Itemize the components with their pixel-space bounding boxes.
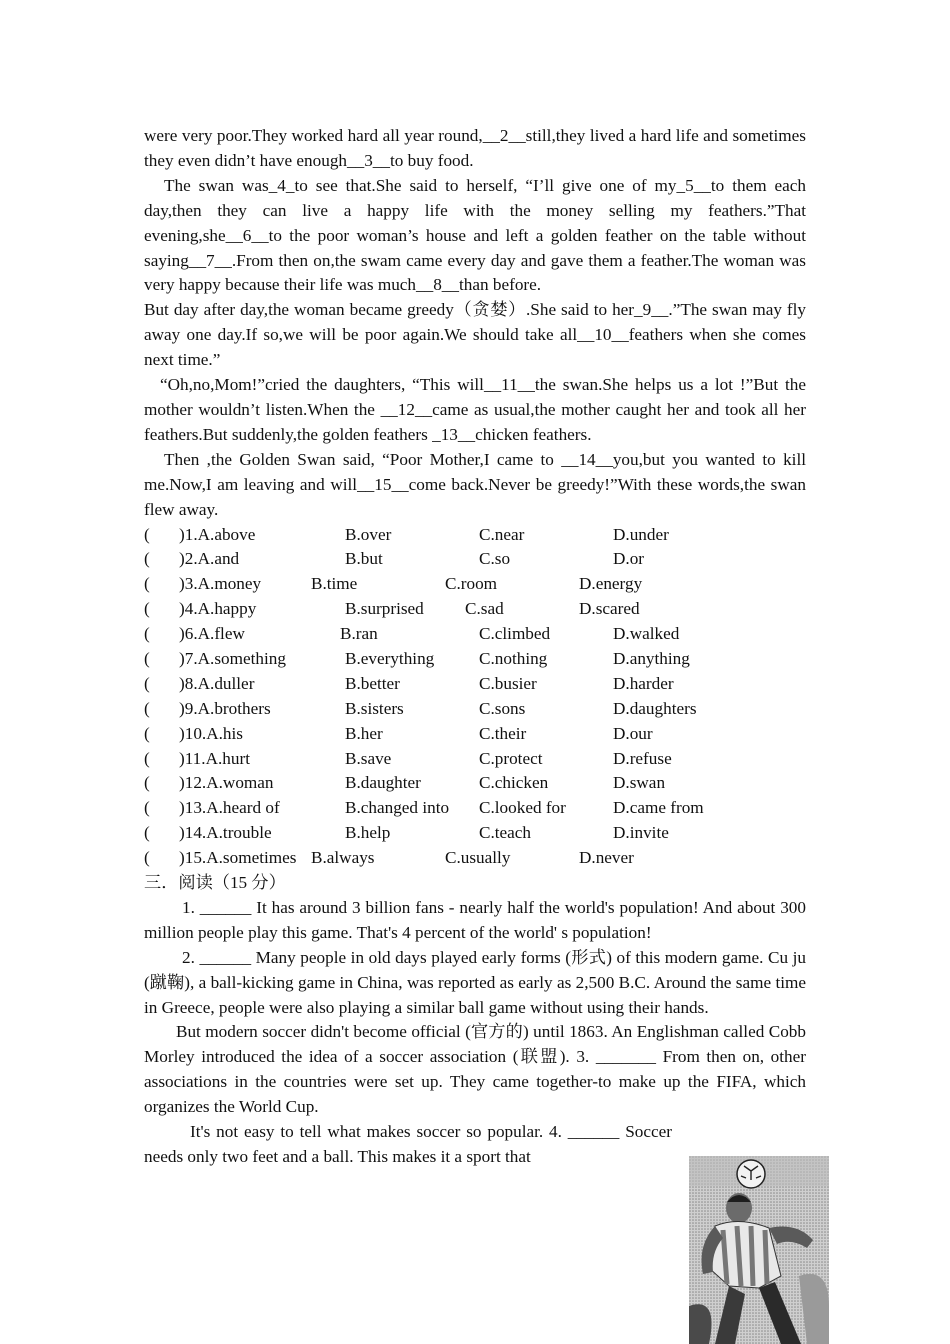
option-row: ( )7.A.something B.everything C.nothing D.anything	[144, 648, 690, 668]
option-row: ( )3.A.money B.time C.room D.energy	[144, 574, 643, 594]
reading-paragraph-3: But modern soccer didn't become official (官方的) until 1863. An Englishman called Cobb Morley introduced the idea of a soccer association (联盟). 3. _______ From then on, other associations in the countries were set up. They came together-to make up the FIFA, which organizes the World Cup.	[144, 1022, 806, 1117]
passage-paragraph-3: But day after day,the woman became greedy（贪婪）.She said to her_9__.”The swan may fly away one day.If so,we will be poor again.We should take all__10__feathers when she comes next time.”	[144, 300, 806, 370]
option-row: ( )2.A.and B.but C.so D.or	[144, 549, 645, 569]
document-page	[144, 124, 806, 1170]
option-row: ( )9.A.brothers B.sisters C.sons D.daughters	[144, 698, 697, 718]
reading-paragraph-2: 2. ______ Many people in old days played early forms (形式) of this modern game. Cu ju (蹴鞠), a ball-kicking game in China, was reported as early as 2,500 B.C. Around the same time in Greece, people were also playing a similar ball game without using their hands.	[144, 947, 806, 1017]
option-row: ( )1.A.above B.over C.near D.under	[144, 524, 669, 544]
cloze-options	[144, 523, 806, 871]
option-row: ( )13.A.heard of B.changed into C.looked for D.came from	[144, 798, 704, 818]
soccer-player-photo	[689, 1156, 829, 1344]
passage-paragraph-2: The swan was_4_to see that.She said to herself, “I’ll give one of my_5__to them each day,then they can live a happy life with the money selling my feathers.”That evening,she__6__to the poor woman’s house and left a golden feather on the table without saying__7__.From then on,the swam came every day and gave them a feather.The woman was very happy because their life was much__8__than before.	[144, 175, 806, 295]
option-row: ( )8.A.duller B.better C.busier D.harder	[144, 673, 674, 693]
option-row: ( )12.A.woman B.daughter C.chicken D.swan	[144, 773, 666, 793]
option-row: ( )4.A.happy B.surprised C.sad D.scared	[144, 599, 640, 619]
option-row: ( )11.A.hurt B.save C.protect D.refuse	[144, 748, 672, 768]
passage-paragraph-4: “Oh,no,Mom!”cried the daughters, “This will__11__the swan.She helps us a lot !”But the mother wouldn’t listen.When the __12__came as usual,the mother caught her and took all her feathers.But suddenly,the golden feathers _13__chicken feathers.	[144, 375, 806, 444]
reading-paragraph-1: 1. ______ It has around 3 billion fans - nearly half the world's population! And about 300 million people play this game. That's 4 percent of the world' s population!	[144, 897, 806, 942]
option-row: ( )15.A.sometimes B.always C.usually D.never	[144, 848, 634, 868]
soccer-photo-illustration	[689, 1156, 829, 1344]
option-row: ( )10.A.his B.her C.their D.our	[144, 723, 653, 743]
option-row: ( )6.A.flew B.ran C.climbed D.walked	[144, 624, 680, 644]
option-row: ( )14.A.trouble B.help C.teach D.invite	[144, 823, 669, 843]
passage-paragraph-5: Then ,the Golden Swan said, “Poor Mother,I came to __14__you,but you wanted to kill me.Now,I am leaving and will__15__come back.Never be greedy!”With these words,the swan flew away.	[144, 449, 806, 519]
reading-paragraph-4: It's not easy to tell what makes soccer so popular. 4. ______ Soccer needs only two feet and a ball. This makes it a sport that	[144, 1122, 672, 1166]
passage-paragraph-1: were very poor.They worked hard all year round,__2__still,they lived a hard life and sometimes they even didn’t have enough__3__to buy food.	[144, 126, 806, 170]
section-heading: 三．阅读（15 分）	[144, 872, 286, 892]
